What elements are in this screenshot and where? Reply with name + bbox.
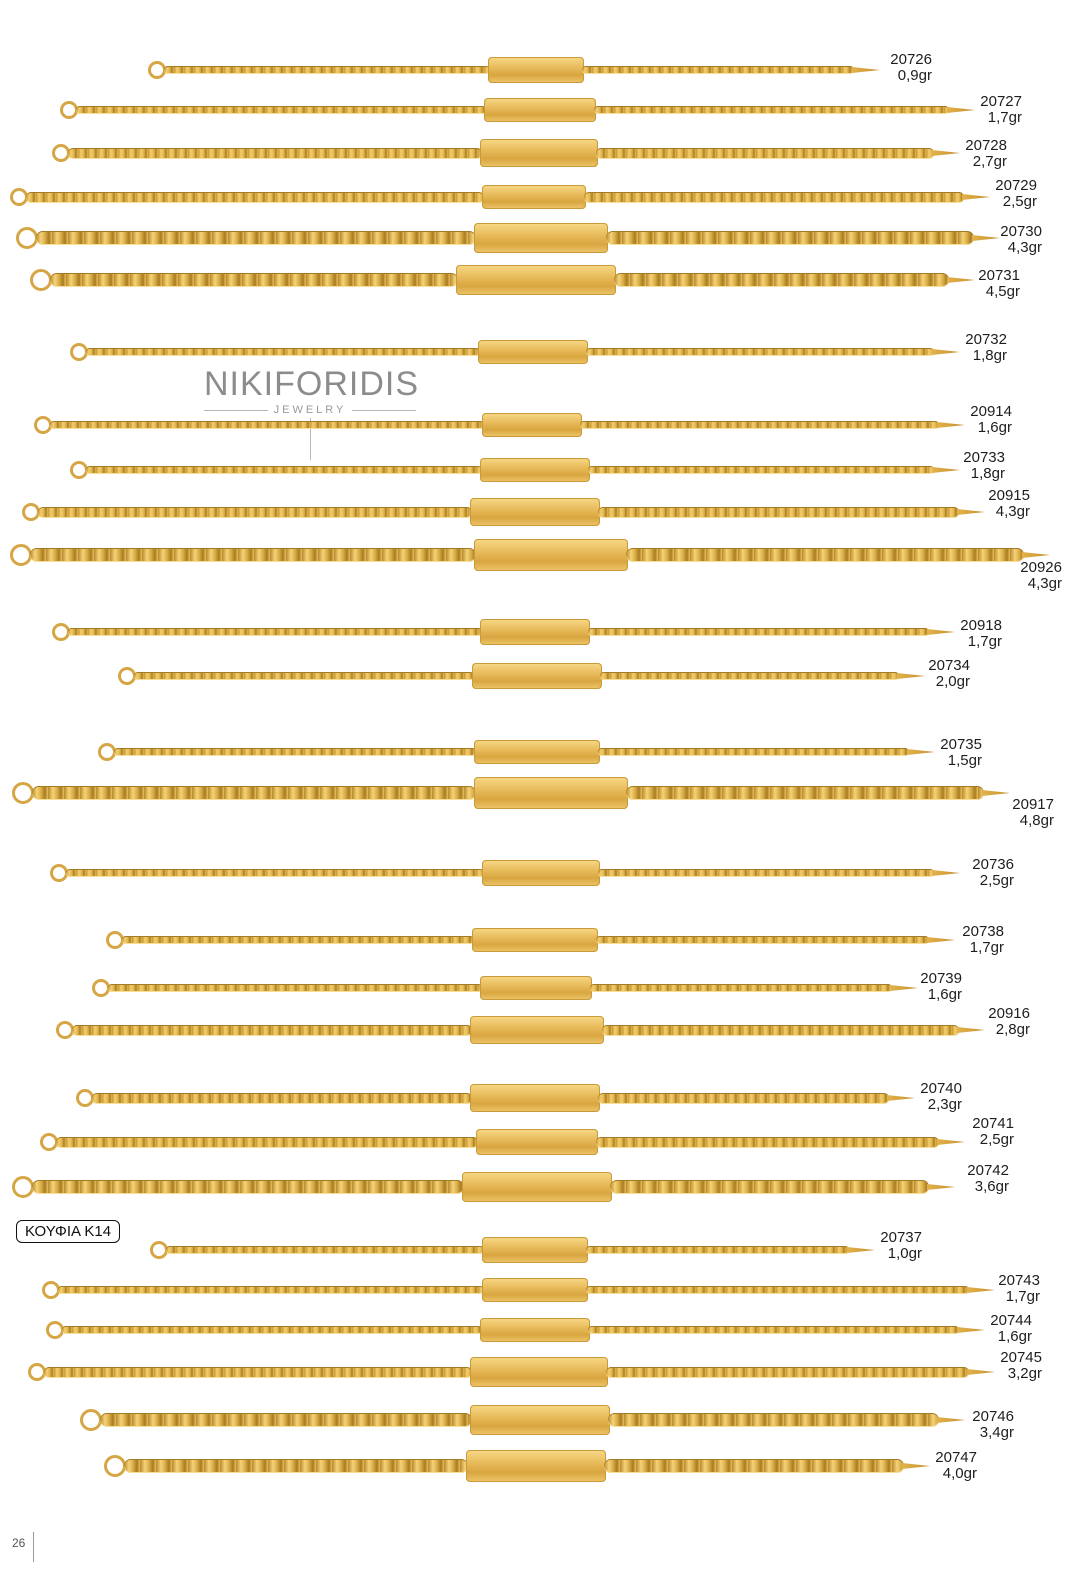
product-label xyxy=(978,1273,1040,1305)
chain-left xyxy=(114,748,476,756)
product-weight: 3,6gr xyxy=(974,1178,1009,1195)
product-weight: 4,3gr xyxy=(995,503,1030,520)
product-weight: 2,5gr xyxy=(1002,193,1037,210)
chain-left xyxy=(72,1025,472,1036)
id-plate xyxy=(470,1016,604,1044)
brand-sub-wrap xyxy=(204,404,416,416)
id-plate xyxy=(470,1357,608,1387)
brand-rule-right xyxy=(352,410,416,411)
product-code: 20739 xyxy=(920,970,962,987)
clasp-ring-icon xyxy=(10,544,32,566)
product-code: 20746 xyxy=(972,1408,1014,1425)
product-label xyxy=(980,224,1042,256)
product-label xyxy=(940,618,1002,650)
chain-left xyxy=(122,936,474,944)
product-code: 20738 xyxy=(962,923,1004,940)
chain-right xyxy=(606,1367,969,1378)
product-code: 20743 xyxy=(998,1272,1040,1289)
id-plate xyxy=(482,1278,588,1302)
chain-right xyxy=(626,786,984,800)
chain-left xyxy=(76,106,486,114)
chain-right xyxy=(586,1286,969,1294)
product-code: 20729 xyxy=(995,177,1037,194)
chain-left xyxy=(92,1093,472,1104)
product-code: 20915 xyxy=(988,487,1030,504)
chain-left xyxy=(68,628,482,636)
product-code: 20727 xyxy=(980,93,1022,110)
chain-left xyxy=(100,1413,472,1427)
product-label xyxy=(860,1230,922,1262)
product-weight: 1,6gr xyxy=(997,1328,1032,1345)
product-code: 20735 xyxy=(940,736,982,753)
product-weight: 1,5gr xyxy=(947,752,982,769)
chain-left xyxy=(58,1286,484,1294)
clasp-ring-icon xyxy=(30,269,52,291)
product-weight: 4,3gr xyxy=(1007,239,1042,256)
product-label xyxy=(1000,560,1062,592)
chain-left xyxy=(68,148,482,159)
chain-left xyxy=(38,507,472,518)
id-plate xyxy=(482,185,586,209)
product-label xyxy=(950,404,1012,436)
chain-left xyxy=(86,466,482,474)
chain-right xyxy=(600,672,899,680)
product-code: 20744 xyxy=(990,1312,1032,1329)
product-code: 20742 xyxy=(967,1162,1009,1179)
clasp-ring-icon xyxy=(16,227,38,249)
product-weight: 2,5gr xyxy=(979,1131,1014,1148)
product-weight: 4,3gr xyxy=(1027,575,1062,592)
chain-left xyxy=(108,984,482,992)
id-plate xyxy=(470,1405,610,1435)
product-label xyxy=(980,1350,1042,1382)
id-plate xyxy=(478,340,588,364)
id-plate xyxy=(482,860,600,886)
clasp-ring-icon xyxy=(80,1409,102,1431)
product-label xyxy=(992,797,1054,829)
product-label xyxy=(945,332,1007,364)
product-weight: 0,9gr xyxy=(897,67,932,84)
product-code: 20732 xyxy=(965,331,1007,348)
product-weight: 1,7gr xyxy=(969,939,1004,956)
product-label xyxy=(958,268,1020,300)
id-plate xyxy=(472,928,598,952)
id-plate xyxy=(480,139,598,167)
id-plate xyxy=(484,98,596,122)
brand-name: NIKIFORIDIS xyxy=(204,365,420,403)
chain-right xyxy=(584,192,964,203)
chain-right xyxy=(608,1413,939,1427)
chain-left xyxy=(44,1367,472,1378)
chain-left xyxy=(66,869,484,877)
product-code: 20918 xyxy=(960,617,1002,634)
clasp-ring-icon xyxy=(12,1176,34,1198)
id-plate xyxy=(480,619,590,645)
chain-left xyxy=(124,1459,468,1473)
product-weight: 1,8gr xyxy=(972,347,1007,364)
id-plate xyxy=(462,1172,612,1202)
chain-left xyxy=(36,231,476,245)
chain-right xyxy=(586,348,934,356)
chain-left xyxy=(30,548,476,562)
product-label xyxy=(952,1409,1014,1441)
product-weight: 1,0gr xyxy=(887,1245,922,1262)
product-weight: 1,7gr xyxy=(987,109,1022,126)
chain-right xyxy=(588,1326,959,1334)
chain-right xyxy=(588,466,934,474)
chain-right xyxy=(580,421,939,429)
product-weight: 1,7gr xyxy=(967,633,1002,650)
id-plate xyxy=(482,413,582,437)
product-label xyxy=(920,737,982,769)
product-label xyxy=(952,857,1014,889)
chain-right xyxy=(598,1093,889,1104)
chain-right xyxy=(582,66,854,74)
chain-right xyxy=(614,273,949,287)
product-weight: 4,5gr xyxy=(985,283,1020,300)
id-plate xyxy=(476,1129,598,1155)
chain-right xyxy=(626,548,1024,562)
chain-left xyxy=(62,1326,482,1334)
product-code: 20747 xyxy=(935,1449,977,1466)
product-weight: 2,0gr xyxy=(935,673,970,690)
id-plate xyxy=(472,663,602,689)
product-weight: 3,2gr xyxy=(1007,1365,1042,1382)
product-label xyxy=(900,1081,962,1113)
id-plate xyxy=(480,1318,590,1342)
brand-logo xyxy=(204,365,420,416)
chain-left xyxy=(166,1246,484,1254)
chain-left xyxy=(56,1137,478,1148)
brand-sub: JEWELRY xyxy=(273,404,347,416)
product-label xyxy=(942,924,1004,956)
product-weight: 4,8gr xyxy=(1019,812,1054,829)
product-code: 20926 xyxy=(1020,559,1062,576)
page-rule xyxy=(33,1532,34,1562)
chain-left xyxy=(32,1180,464,1194)
product-code: 20728 xyxy=(965,137,1007,154)
chain-end-tip xyxy=(982,790,1010,796)
product-weight: 1,6gr xyxy=(977,419,1012,436)
chain-left xyxy=(50,421,484,429)
id-plate xyxy=(488,57,584,83)
clasp-ring-icon xyxy=(12,782,34,804)
product-code: 20733 xyxy=(963,449,1005,466)
chain-left xyxy=(26,192,484,203)
product-label xyxy=(968,488,1030,520)
chain-right xyxy=(598,869,934,877)
product-label xyxy=(970,1313,1032,1345)
chain-right xyxy=(598,748,909,756)
chain-left xyxy=(50,273,458,287)
product-label xyxy=(975,178,1037,210)
chain-left xyxy=(32,786,476,800)
page-number: 26 xyxy=(12,1536,26,1550)
chain-right xyxy=(606,231,974,245)
id-plate xyxy=(474,740,600,764)
chain-right xyxy=(594,106,949,114)
product-label xyxy=(947,1163,1009,1195)
chain-left xyxy=(134,672,474,680)
clasp-ring-icon xyxy=(104,1455,126,1477)
product-code: 20740 xyxy=(920,1080,962,1097)
chain-left xyxy=(164,66,490,74)
product-weight: 4,0gr xyxy=(942,1465,977,1482)
id-plate xyxy=(456,265,616,295)
product-label xyxy=(952,1116,1014,1148)
product-weight: 2,3gr xyxy=(927,1096,962,1113)
product-weight: 1,7gr xyxy=(1005,1288,1040,1305)
product-code: 20916 xyxy=(988,1005,1030,1022)
product-weight: 1,6gr xyxy=(927,986,962,1003)
product-code: 20734 xyxy=(928,657,970,674)
id-plate xyxy=(480,458,590,482)
product-label xyxy=(945,138,1007,170)
chain-right xyxy=(598,507,959,518)
chain-right xyxy=(596,148,934,159)
product-label xyxy=(900,971,962,1003)
product-code: 20741 xyxy=(972,1115,1014,1132)
product-code: 20737 xyxy=(880,1229,922,1246)
product-label xyxy=(870,52,932,84)
id-plate xyxy=(466,1450,606,1482)
id-plate xyxy=(470,1084,600,1112)
product-code: 20736 xyxy=(972,856,1014,873)
product-weight: 2,5gr xyxy=(979,872,1014,889)
product-code: 20730 xyxy=(1000,223,1042,240)
chain-right xyxy=(610,1180,929,1194)
product-weight: 2,7gr xyxy=(972,153,1007,170)
product-code: 20745 xyxy=(1000,1349,1042,1366)
section-tag: ΚΟΥΦΙΑ Κ14 xyxy=(16,1220,120,1243)
id-plate xyxy=(474,777,628,809)
product-code: 20917 xyxy=(1012,796,1054,813)
chain-end-tip xyxy=(1022,552,1050,558)
product-weight: 3,4gr xyxy=(979,1424,1014,1441)
brand-rule-left xyxy=(204,410,268,411)
product-label xyxy=(908,658,970,690)
chain-right xyxy=(590,984,892,992)
product-label xyxy=(960,94,1022,126)
chain-right xyxy=(604,1459,904,1473)
product-code: 20726 xyxy=(890,51,932,68)
product-weight: 2,8gr xyxy=(995,1021,1030,1038)
id-plate xyxy=(482,1237,588,1263)
chain-right xyxy=(602,1025,959,1036)
id-plate xyxy=(480,976,592,1000)
chain-right xyxy=(596,1137,939,1148)
id-plate xyxy=(470,498,600,526)
chain-right xyxy=(596,936,929,944)
id-plate xyxy=(474,539,628,571)
product-code: 20731 xyxy=(978,267,1020,284)
chain-right xyxy=(586,1246,849,1254)
product-label xyxy=(943,450,1005,482)
chain-left xyxy=(86,348,480,356)
product-label xyxy=(968,1006,1030,1038)
product-weight: 1,8gr xyxy=(970,465,1005,482)
product-label xyxy=(915,1450,977,1482)
product-code: 20914 xyxy=(970,403,1012,420)
chain-right xyxy=(588,628,929,636)
id-plate xyxy=(474,223,608,253)
